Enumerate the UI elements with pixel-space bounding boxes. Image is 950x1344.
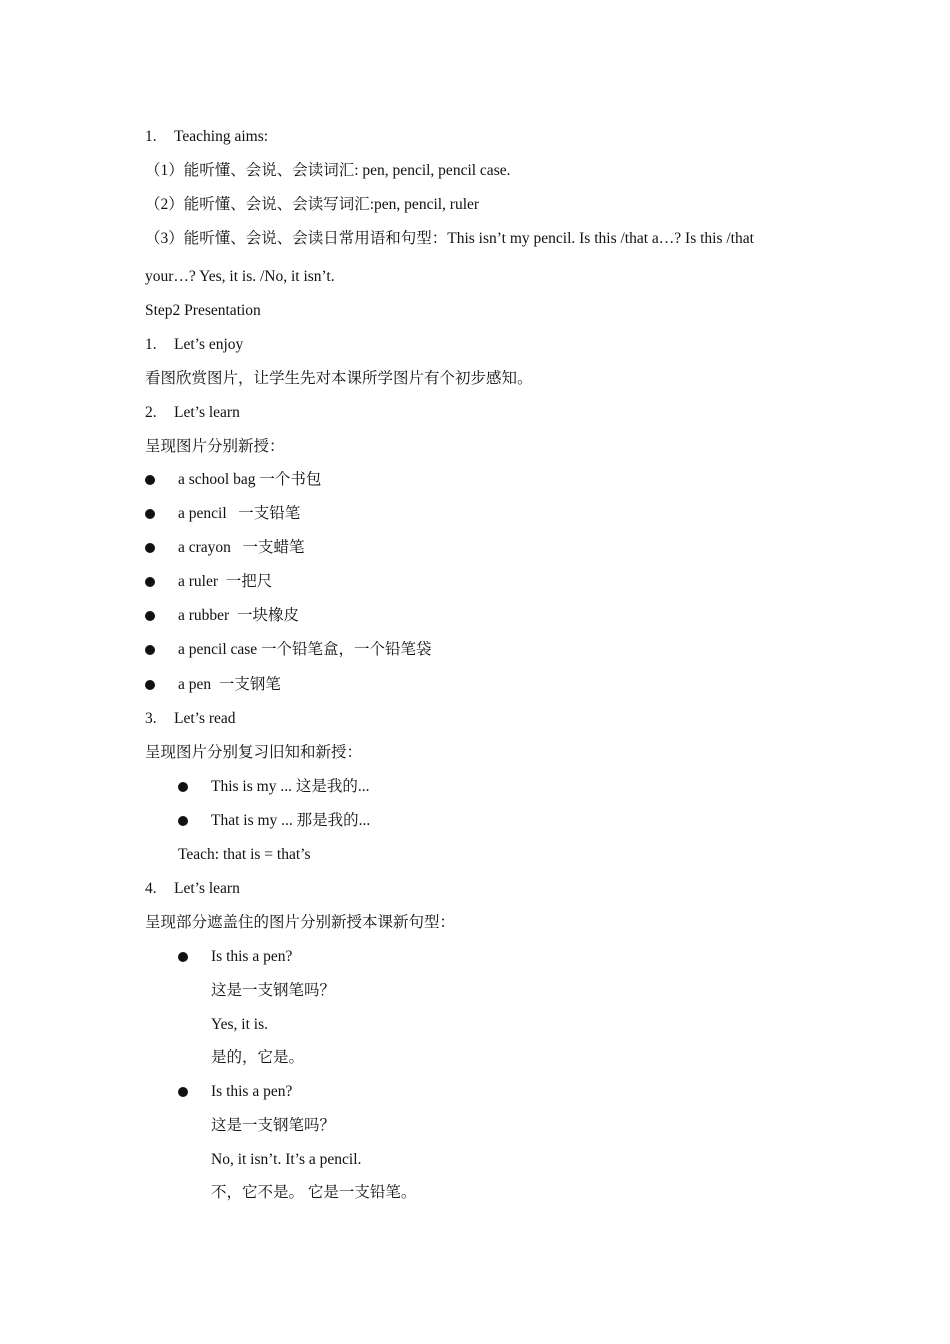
bullet-icon [178, 782, 188, 792]
teach-note: Teach: that is = that’s [178, 846, 311, 863]
bullet-icon [145, 509, 155, 519]
aim-3-line-1: （3）能听懂、会说、会读日常用语和句型：This isn’t my pencil. Is this /that a…? Is this /that [145, 230, 754, 247]
dialog-2-answer: No, it isn’t. It’s a pencil. [211, 1151, 362, 1168]
vocab-item: a pen 一支钢笔 [178, 676, 281, 693]
vocab-item: a ruler 一把尺 [178, 573, 273, 590]
section-4-desc: 呈现部分遮盖住的图片分别新授本课新句型： [145, 914, 456, 931]
dialog-2-question: Is this a pen? [211, 1083, 293, 1100]
dialog-1-question-cn: 这是一支钢笔吗？ [211, 982, 336, 999]
dialog-2-question-cn: 这是一支钢笔吗？ [211, 1117, 336, 1134]
section-2-number: 2. [145, 404, 157, 421]
bullet-icon [178, 816, 188, 826]
aim-2: （2）能听懂、会说、会读写词汇:pen, pencil, ruler [145, 196, 480, 213]
vocab-item: a school bag 一个书包 [178, 471, 322, 488]
section-3-heading [145, 709, 236, 729]
bullet-icon [145, 543, 155, 553]
section-1-desc: 看图欣赏图片，让学生先对本课所学图片有个初步感知。 [145, 370, 533, 387]
bullet-icon [145, 475, 155, 485]
section-3-desc: 呈现图片分别复习旧知和新授： [145, 744, 363, 761]
vocab-item: a crayon 一支蜡笔 [178, 539, 305, 556]
bullet-icon [145, 645, 155, 655]
section-3-number: 3. [145, 710, 157, 727]
dialog-2-answer-cn: 不，它不是。 它是一支铅笔。 [211, 1184, 417, 1201]
read-item: This is my ... 这是我的... [211, 778, 370, 795]
vocab-item: a pencil 一支铅笔 [178, 505, 301, 522]
dialog-1-answer-cn: 是的，它是。 [211, 1049, 305, 1066]
bullet-icon [145, 611, 155, 621]
section-1-heading [145, 335, 243, 355]
section-3-title: Let’s read [174, 710, 236, 727]
aim-1: （1）能听懂、会说、会读词汇: pen, pencil, pencil case. [145, 162, 511, 179]
section-4-title: Let’s learn [174, 880, 240, 897]
dialog-1-question: Is this a pen? [211, 948, 293, 965]
bullet-icon [145, 577, 155, 587]
read-item: That is my ... 那是我的... [211, 812, 371, 829]
dialog-1-answer: Yes, it is. [211, 1016, 269, 1033]
section-4-heading [145, 879, 240, 899]
section-1-number: 1. [145, 336, 157, 353]
aim-3-line-2: your…? Yes, it is. /No, it isn’t. [145, 268, 335, 285]
aims-title: Teaching aims: [174, 128, 269, 145]
aims-heading [145, 127, 268, 147]
section-2-desc: 呈现图片分别新授： [145, 438, 285, 455]
section-4-number: 4. [145, 880, 157, 897]
section-1-title: Let’s enjoy [174, 336, 244, 353]
aims-number: 1. [145, 128, 157, 145]
vocab-item: a pencil case 一个铅笔盒，一个铅笔袋 [178, 641, 432, 658]
vocab-item: a rubber 一块橡皮 [178, 607, 299, 624]
bullet-icon [145, 680, 155, 690]
section-2-title: Let’s learn [174, 404, 240, 421]
bullet-icon [178, 1087, 188, 1097]
step2-heading: Step2 Presentation [145, 302, 261, 319]
section-2-heading [145, 403, 240, 423]
bullet-icon [178, 952, 188, 962]
